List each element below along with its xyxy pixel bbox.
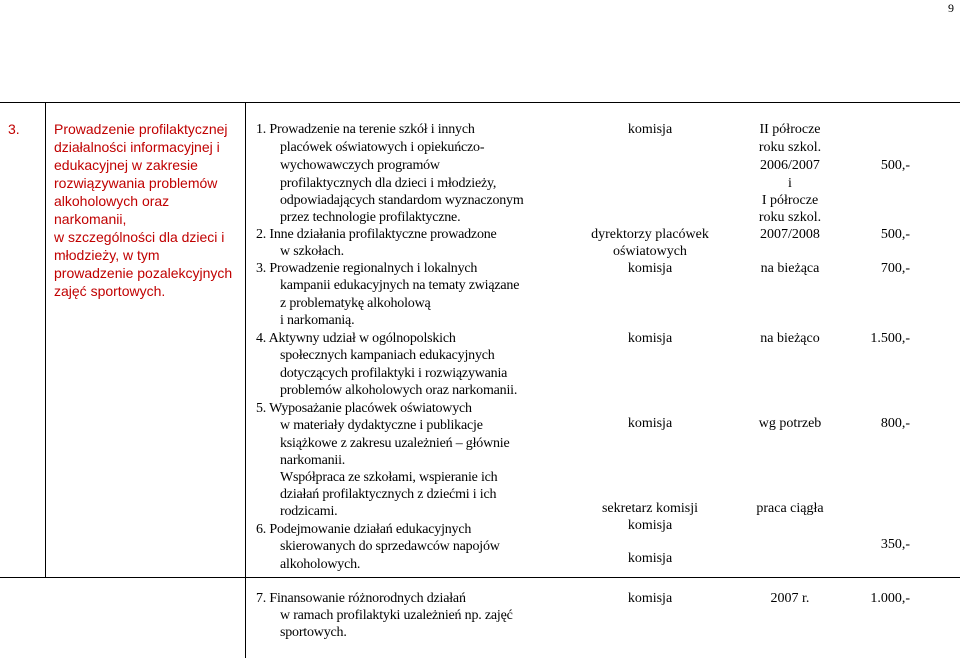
task-line: książkowe z zakresu uzależnień – głównie — [280, 436, 510, 451]
term-cell: 2007 r. — [770, 591, 810, 606]
amount-cell: 1.500,- — [870, 331, 910, 346]
responsible-cell: komisja — [627, 331, 673, 346]
task-line: kampanii edukacyjnych na tematy związane — [280, 278, 520, 293]
term-cell: roku szkol. — [758, 140, 822, 155]
title-line: Prowadzenie profilaktycznej — [54, 121, 228, 137]
task-line: społecznych kampaniach edukacyjnych — [280, 348, 495, 363]
task-line: narkomanii. — [280, 453, 346, 468]
responsible-cell: komisja — [627, 551, 673, 566]
task-line: przez technologie profilaktyczne. — [280, 210, 461, 225]
task-line: problemów alkoholowych oraz narkomanii. — [280, 383, 518, 398]
term-cell: roku szkol. — [758, 210, 822, 225]
task-line: skierowanych do sprzedawców napojów — [280, 539, 500, 554]
amount-cell: 350,- — [880, 537, 910, 552]
task-line: w materiały dydaktyczne i publikacje — [280, 418, 483, 433]
term-cell: wg potrzeb — [758, 416, 822, 431]
task-line: odpowiadających standardom wyznaczonym — [280, 193, 524, 208]
task-line: dotyczących profilaktyki i rozwiązywania — [280, 366, 508, 381]
title-line: rozwiązywania problemów — [54, 175, 218, 191]
title-line: działalności informacyjnej i — [54, 139, 220, 155]
amount-cell: 1.000,- — [870, 591, 910, 606]
task-line: 6. Podejmowanie działań edukacyjnych — [256, 522, 472, 537]
title-line: w szczególności dla dzieci i — [54, 229, 225, 245]
page-number: 9 — [948, 1, 954, 15]
term-cell: na bieżąco — [760, 331, 820, 346]
title-line: zajęć sportowych. — [54, 283, 166, 299]
row-number: 3. — [8, 121, 20, 137]
term-cell: na bieżąca — [760, 261, 820, 276]
task-line: działań profilaktycznych z dziećmi i ich — [280, 487, 497, 502]
task-line: i narkomanią. — [280, 313, 355, 328]
responsible-cell: komisja — [627, 416, 673, 431]
task-line: placówek oświatowych i opiekuńczo- — [280, 140, 485, 155]
responsible-cell: komisja — [627, 261, 673, 276]
column-divider — [45, 102, 46, 577]
task-line: 7. Finansowanie różnorodnych działań — [256, 591, 466, 606]
column-divider — [245, 102, 246, 658]
term-cell: I półrocze — [761, 193, 819, 208]
amount-cell: 500,- — [880, 158, 910, 173]
task-line: profilaktycznych dla dzieci i młodzieży, — [280, 176, 497, 191]
title-line: narkomanii, — [54, 211, 127, 227]
task-line: 3. Prowadzenie regionalnych i lokalnych — [256, 261, 478, 276]
task-line: w szkołach. — [280, 244, 344, 259]
table-row-divider — [0, 577, 960, 578]
responsible-cell: oświatowych — [613, 244, 687, 259]
term-cell: 2007/2008 — [760, 227, 820, 242]
task-line: rodzicami. — [280, 504, 338, 519]
task-line: alkoholowych. — [280, 557, 361, 572]
task-line: wychowawczych programów — [280, 158, 440, 173]
responsible-cell: sekretarz komisji — [601, 501, 699, 516]
task-line: z problematykę alkoholową — [280, 296, 431, 311]
amount-cell: 800,- — [880, 416, 910, 431]
term-cell: 2006/2007 — [760, 158, 820, 173]
responsible-cell: komisja — [627, 591, 673, 606]
responsible-cell: dyrektorzy placówek — [591, 227, 709, 242]
title-line: edukacyjnej w zakresie — [54, 157, 198, 173]
amount-cell: 700,- — [880, 261, 910, 276]
task-line: 4. Aktywny udział w ogólnopolskich — [256, 331, 456, 346]
title-line: alkoholowych oraz — [54, 193, 170, 209]
task-line: 1. Prowadzenie na terenie szkół i innych — [256, 122, 475, 137]
title-line: prowadzenie pozalekcyjnych — [54, 265, 233, 281]
responsible-cell: komisja — [627, 518, 673, 533]
term-cell: II półrocze — [759, 122, 821, 137]
term-cell: i — [788, 176, 792, 191]
term-cell: praca ciągła — [756, 501, 824, 516]
task-line: sportowych. — [280, 625, 347, 640]
amount-cell: 500,- — [880, 227, 910, 242]
task-line: Współpraca ze szkołami, wspieranie ich — [280, 470, 498, 485]
responsible-cell: komisja — [627, 122, 673, 137]
task-line: 5. Wyposażanie placówek oświatowych — [256, 401, 472, 416]
task-line: w ramach profilaktyki uzależnień np. zajęć — [280, 608, 513, 623]
title-line: młodzieży, w tym — [54, 247, 160, 263]
task-line: 2. Inne działania profilaktyczne prowadzone — [256, 227, 497, 242]
table-top-border — [0, 102, 960, 103]
